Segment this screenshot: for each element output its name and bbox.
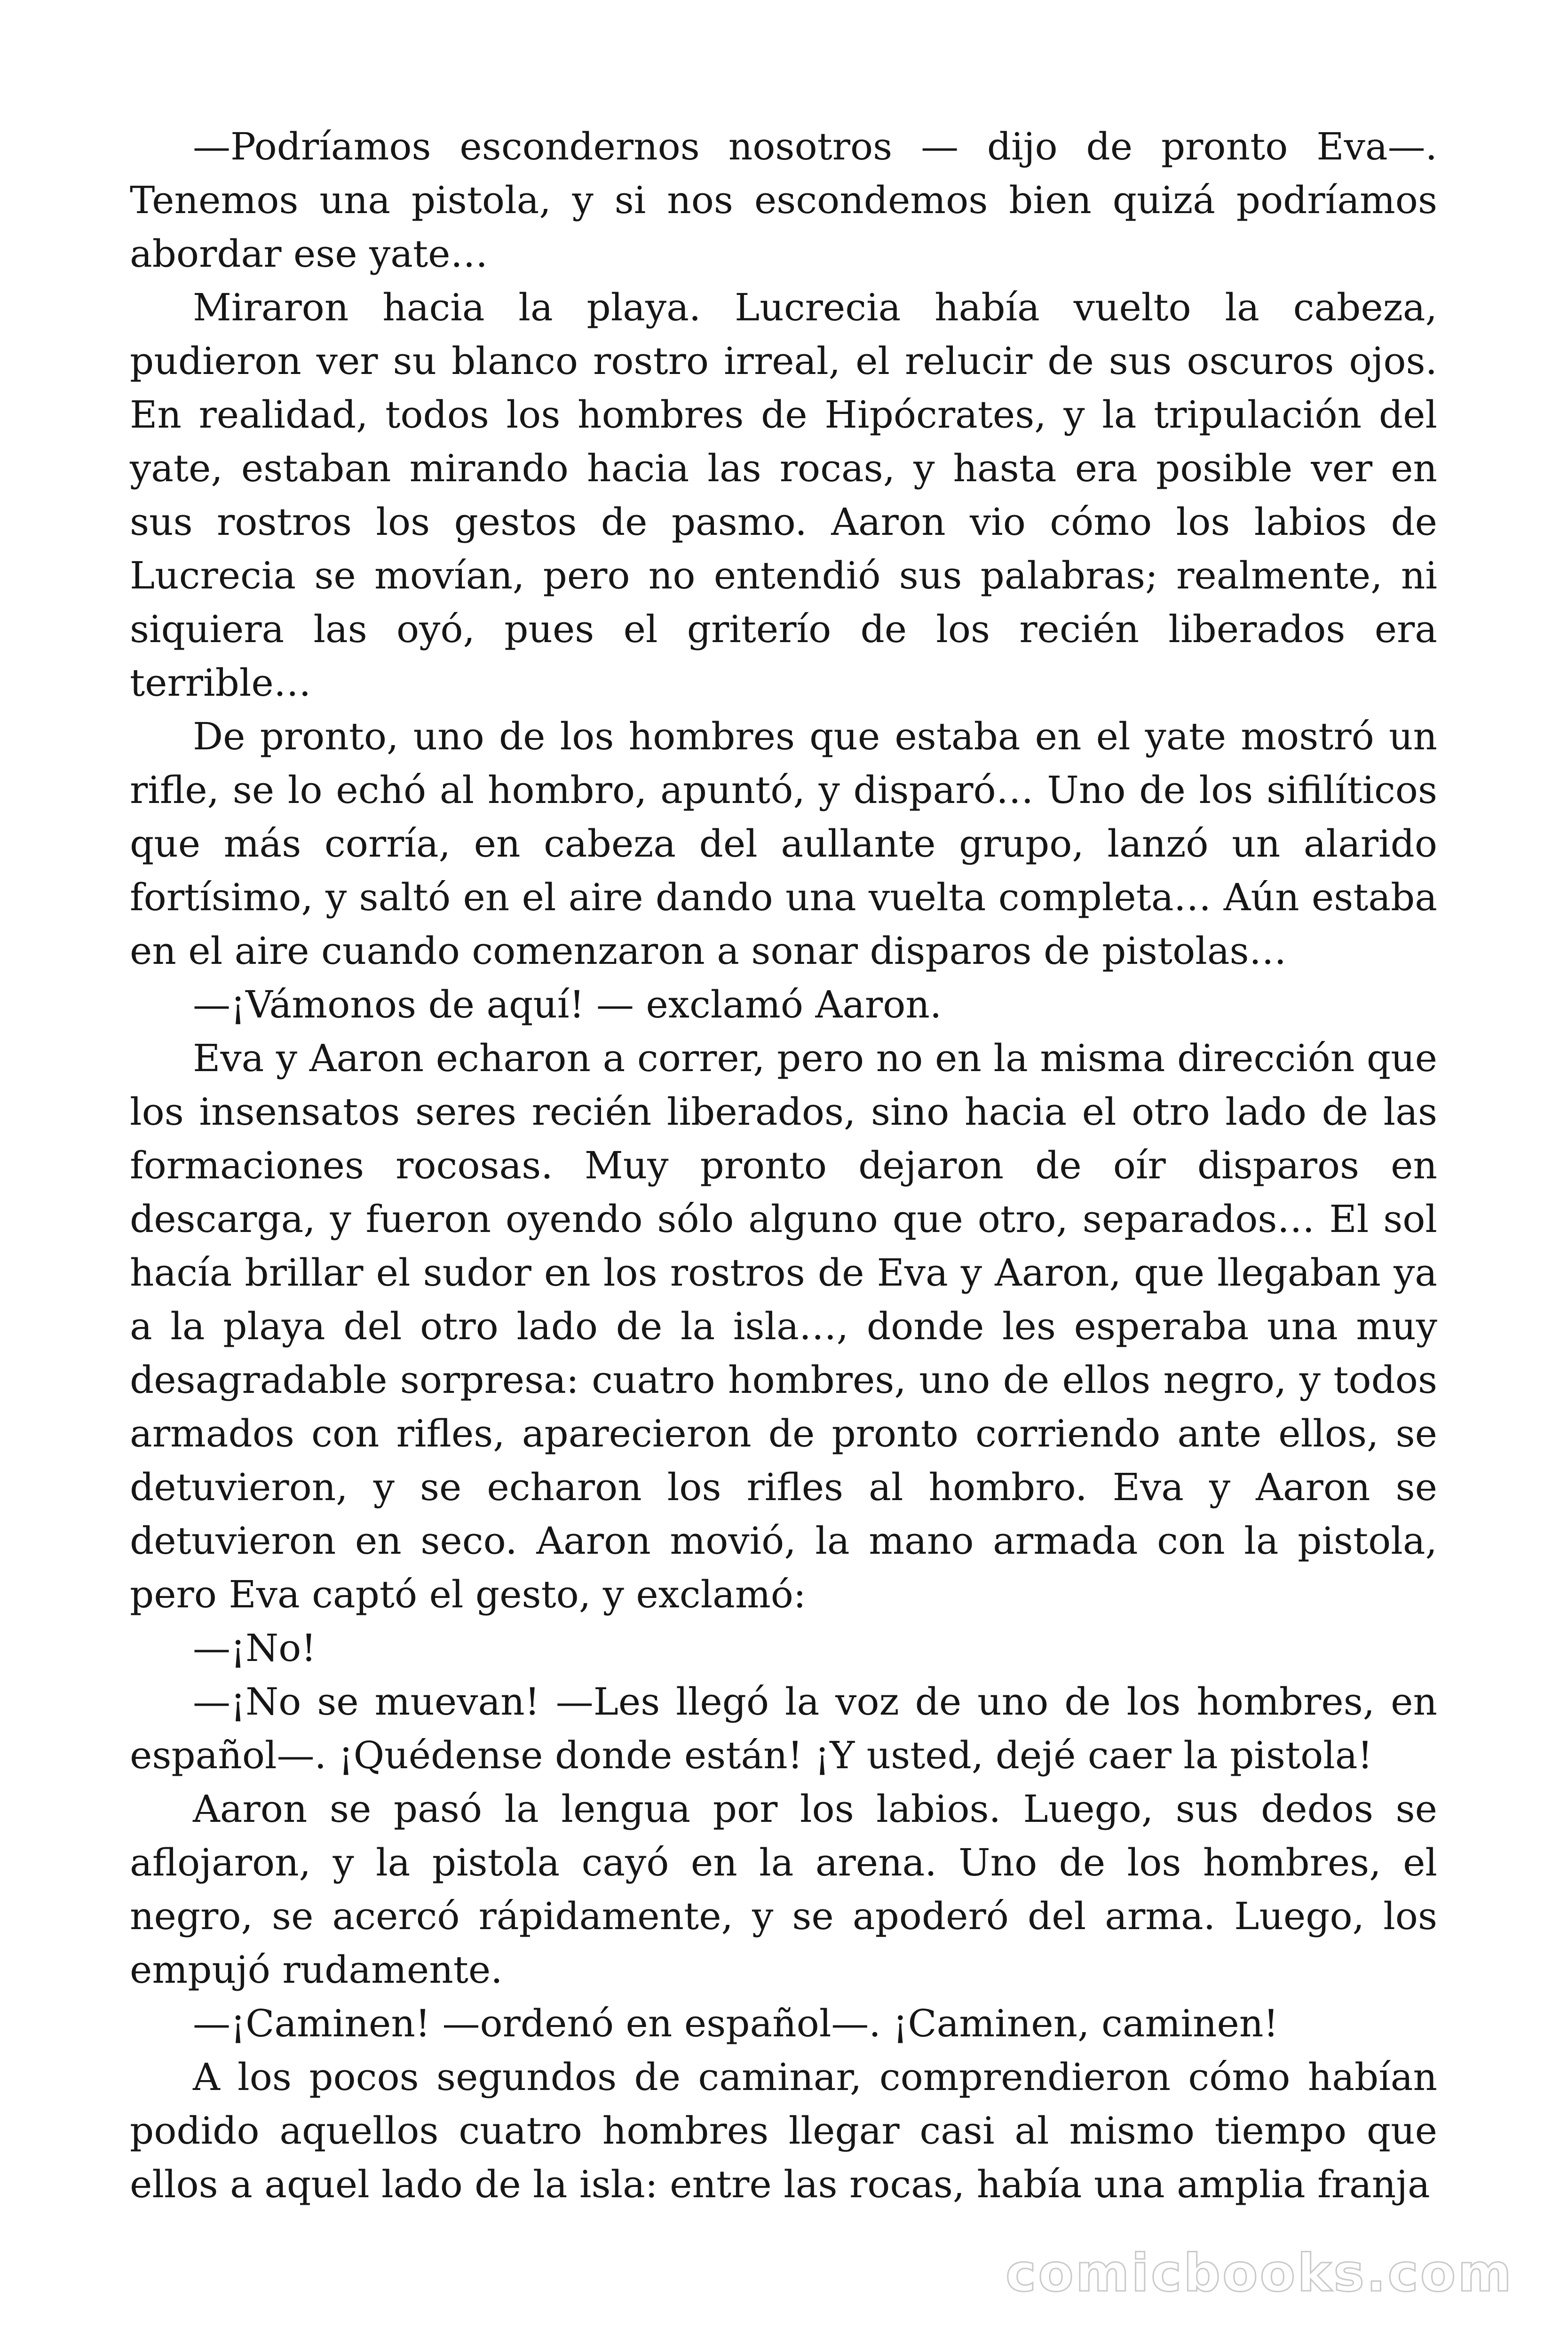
page-body (130, 120, 1437, 2211)
watermark: comicbooks.com (1006, 2243, 1513, 2303)
paragraph: Miraron hacia la playa. Lucrecia había vuelto la cabeza, pudieron ver su blanco rostro irreal, el relucir de sus oscuros ojos. En realidad, todos los hombres de Hipócrates, y la tripulación del yate, estaban mirando hacia las rocas, y hasta era posible ver en sus rostros los gestos de pasmo. Aaron vio cómo los labios de Lucrecia se movían, pero no entendió sus palabras; realmente, ni siquiera las oyó, pues el griterío de los recién liberados era terrible… (130, 286, 1437, 705)
paragraph: Eva y Aaron echaron a correr, pero no en la misma dirección que los insensatos seres recién liberados, sino hacia el otro lado de las formaciones rocosas. Muy pronto dejaron de oír disparos en descarga, y fueron oyendo sólo alguno que otro, separados… El sol hacía brillar el sudor en los rostros de Eva y Aaron, que llegaban ya a la playa del otro lado de la isla…, donde les esperaba una muy desagradable sorpresa: cuatro hombres, uno de ellos negro, y todos armados con rifles, aparecieron de pronto corriendo ante ellos, se detuvieron, y se echaron los rifles al hombro. Eva y Aaron se detuvieron en seco. Aaron movió, la mano armada con la pistola, pero Eva captó el gesto, y exclamó: (130, 1036, 1437, 1616)
paragraph-last: A los pocos segundos de caminar, comprendieron cómo habían podido aquellos cuatro hombres llegar casi al mismo tiempo que ellos a aquel lado de la isla: entre las rocas, había una amplia franja (130, 2055, 1437, 2206)
paragraph: De pronto, uno de los hombres que estaba en el yate mostró un rifle, se lo echó al hombro, apuntó, y disparó… Uno de los sifilíticos que más corría, en cabeza del aullante grupo, lanzó un alarido fortísimo, y saltó en el aire dando una vuelta completa… Aún estaba en el aire cuando comenzaron a sonar disparos de pistolas… (130, 715, 1437, 973)
paragraph: Aaron se pasó la lengua por los labios. Luego, sus dedos se aflojaron, y la pistola cayó en la arena. Uno de los hombres, el negro, se acercó rápidamente, y se apoderó del arma. Luego, los empujó rudamente. (130, 1787, 1437, 1992)
paragraph: —Podríamos escondernos nosotros — dijo de pronto Eva—. Tenemos una pistola, y si nos escondemos bien quizá podríamos abordar ese yate… (130, 125, 1437, 276)
paragraph: —¡Caminen! —ordenó en español—. ¡Caminen, caminen! (193, 2002, 1279, 2045)
paragraph: —¡No se muevan! —Les llegó la voz de uno de los hombres, en español—. ¡Quédense donde están! ¡Y usted, dejé caer la pistola! (130, 1680, 1437, 1777)
paragraph: —¡No! (193, 1626, 317, 1670)
paragraph: —¡Vámonos de aquí! — exclamó Aaron. (193, 983, 942, 1026)
